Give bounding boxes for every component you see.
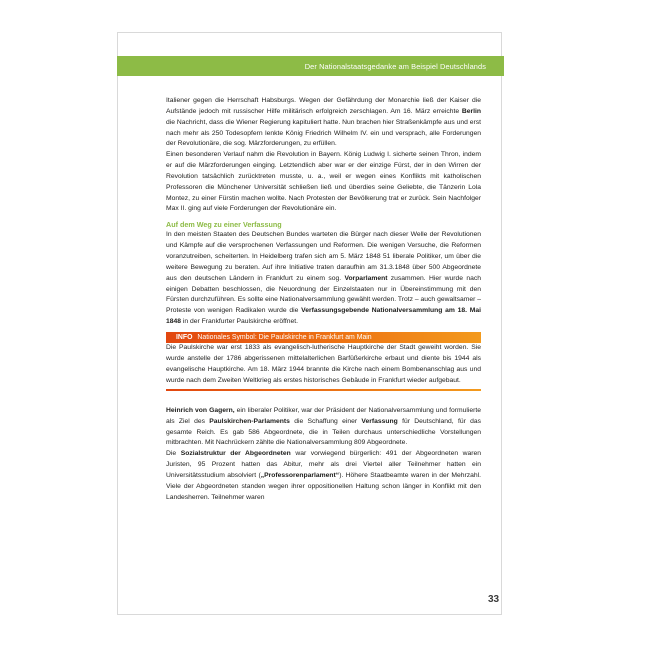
info-divider: [166, 389, 481, 391]
intro-paragraph-1: Italiener gegen die Herrschaft Habsburgs. Wegen der Gefährdung der Monarchie ließ der Kaiser die Aufstände jedoch mit russischer Hilfe militärisch erfolgreich zerschlagen. Am 16. März erreichte Berlin die Nachricht, dass die Wiener Regierung kapituliert hatte. Nun brachen hier Straßenkämpfe aus und erst nach mehr als 250 Todesopfern lenkte König Friedrich Wilhelm IV. ein und versprach, alle Forderungen der Revolutionäre, die sog. Märzforderungen, zu erfüllen.: [166, 97, 481, 148]
bold-term: Verfassungsgebende Nationalversammlung am 18. Mai 1848: [166, 307, 481, 326]
bold-term: Sozialstruktur der Abgeordneten: [180, 450, 291, 458]
lower-paragraph-1: Heinrich von Gagern, ein liberaler Politiker, war der Präsident der Nationalversammlung und formulierte als Ziel des Paulskirchen-Parlaments die Schaffung einer Verfassung für Deutschland, für das gesamte Reich. Es gab 586 Abgeordnete, die in Teilen durchaus unterschiedliche Vorstellungen mitbrachten. Mit Nachrückern zählte die Nationalversammlung 809 Abgeordnete.: [166, 406, 481, 447]
page-number: 33: [488, 594, 500, 605]
section-paragraph: In den meisten Staaten des Deutschen Bundes warteten die Bürger nach dieser Welle der Revolutionen und Kämpfe auf die versprochenen Verfassungen und Reformen. Die wenigen Versuche, die Reformen voranzutreiben, scheiterten. In Heidelberg trafen sich am 5. März 1848 51 liberale Politiker, um über die weitere Bewegung zu beraten. Auf ihre Initiative traten daraufhin am 31.3.1848 über 500 Abgeordnete aus den deutschen Ländern in Frankfurt zu einem sog. Vorparlament zusammen. Hier wurde nach einigen Debatten beschlossen, die Neuordnung der Einzelstaaten nur in Übereinstimmung mit den Fürsten durchzuführen. Es sollte eine Nationalversammlung gewählt werden. Trotz – auch gewaltsamer – Proteste von wenigen Radikalen wurde die Verfassungsgebende Nationalversammlung am 18. Mai 1848 in der Frankfurter Paulskirche eröffnet.: [166, 231, 481, 326]
running-header-title: Der Nationalstaatsgedanke am Beispiel Deutschlands: [304, 61, 486, 71]
bold-term: Paulskirchen-Parlaments: [209, 417, 290, 425]
lower-paragraph-2: Die Sozialstruktur der Abgeordneten war vorwiegend bürgerlich: 491 der Abgeordneten waren Juristen, 95 Prozent hatten das Abitur, mehr als drei Viertel aller Teilnehmer hatten ein Universitätsstudium absolviert („Professorenparlament“). Höhere Staatbeamte waren in der Mehrzahl. Viele der Abgeordneten standen wegen ihrer oppositionellen Haltung schon länger in Konflikt mit den Landesherren. Teilnehmer waren: [166, 450, 482, 501]
info-tag: INFO: [176, 334, 193, 342]
info-box: [166, 343, 481, 386]
bold-term: Verfassung: [361, 417, 398, 425]
bold-term: Heinrich von Gagern,: [166, 406, 235, 414]
intro-paragraph-2: Einen besonderen Verlauf nahm die Revolution in Bayern. König Ludwig I. sicherte seinen Thron, indem er auf die Märzforderungen einging. Letztendlich aber war er der einzige Fürst, der in den Wirren der Revolution tatsächlich zurücktreten musste, u. a., weil er wegen eines Konflikts mit katholischen Professoren die Münchener Universität schließen ließ und überdies seine Geliebte, die Tänzerin Lola Montez, zu einer Fürstin machen wollte. Nach Protesten der Bevölkerung trat er zurück. Sein Nachfolger Max II. ging auf viele Forderungen der Revolutionäre ein.: [166, 151, 481, 213]
info-banner: [166, 332, 481, 343]
bold-term: Berlin: [461, 107, 481, 115]
running-header: [117, 56, 504, 76]
info-text: Die Paulskirche war erst 1833 als evangelisch-lutherische Hauptkirche der Stadt geweiht worden. Sie wurde anstelle der 1786 abgerissenen mittelalterlichen Barfüßerkirche erbaut und diente bis 1944 als evangelische Hauptkirche. Am 18. März 1944 brannte die Kirche nach einem Bombenanschlag aus und wurde nach dem Zweiten Weltkrieg als erstes historisches Gebäude in Frankfurt wieder aufgebaut.: [166, 344, 481, 384]
bold-term: Vorparlament: [344, 274, 388, 282]
lower-section: [166, 406, 481, 504]
bold-term: „Professorenparlament“: [260, 471, 340, 479]
info-title: Nationales Symbol: Die Paulskirche in Frankfurt am Main: [197, 334, 372, 342]
page-content: [166, 96, 481, 503]
section-heading: Auf dem Weg zu einer Verfassung: [166, 219, 282, 229]
